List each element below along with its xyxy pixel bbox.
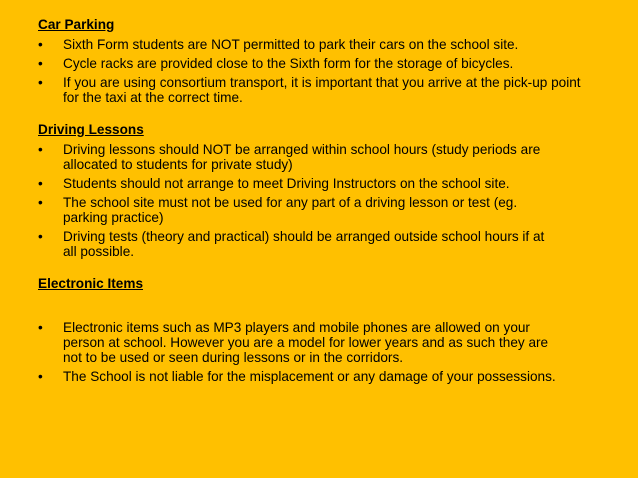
list-item: • Driving lessons should NOT be arranged within school hours (study periods are allocated to students for private study): [38, 142, 541, 172]
bullet-icon: •: [38, 75, 43, 90]
bullet-list: [38, 320, 608, 384]
section-heading: Car Parking: [38, 17, 115, 32]
list-item: • The school site must not be used for any part of a driving lesson or test (eg. parking practice): [38, 195, 518, 225]
list-item: • The School is not liable for the misplacement or any damage of your possessions.: [38, 369, 556, 384]
list-item: • Driving tests (theory and practical) should be arranged outside school hours if at all possible.: [38, 229, 545, 259]
bullet-list: [38, 37, 608, 105]
section-car-parking: [38, 17, 608, 105]
section-driving-lessons: [38, 122, 608, 259]
bullet-icon: •: [38, 369, 43, 384]
bullet-icon: •: [38, 37, 43, 52]
section-heading: Driving Lessons: [38, 122, 144, 137]
list-item: • Cycle racks are provided close to the Sixth form for the storage of bicycles.: [38, 56, 514, 71]
list-item: • If you are using consortium transport, it is important that you arrive at the pick-up point for the taxi at the correct time.: [38, 75, 581, 105]
list-item: • Students should not arrange to meet Driving Instructors on the school site.: [38, 176, 510, 191]
list-item: • Electronic items such as MP3 players and mobile phones are allowed on your person at school. However you are a model for lower years and as such they are not to be used or seen during lessons or in the corridors.: [38, 320, 549, 365]
bullet-icon: •: [38, 176, 43, 191]
bullet-icon: •: [38, 229, 43, 244]
bullet-icon: •: [38, 142, 43, 157]
section-heading: Electronic Items: [38, 276, 144, 291]
bullet-icon: •: [38, 195, 43, 210]
section-electronic-items: [38, 276, 608, 384]
bullet-icon: •: [38, 56, 43, 71]
bullet-list: [38, 142, 608, 259]
list-item: • Sixth Form students are NOT permitted to park their cars on the school site.: [38, 37, 519, 52]
bullet-icon: •: [38, 320, 43, 335]
